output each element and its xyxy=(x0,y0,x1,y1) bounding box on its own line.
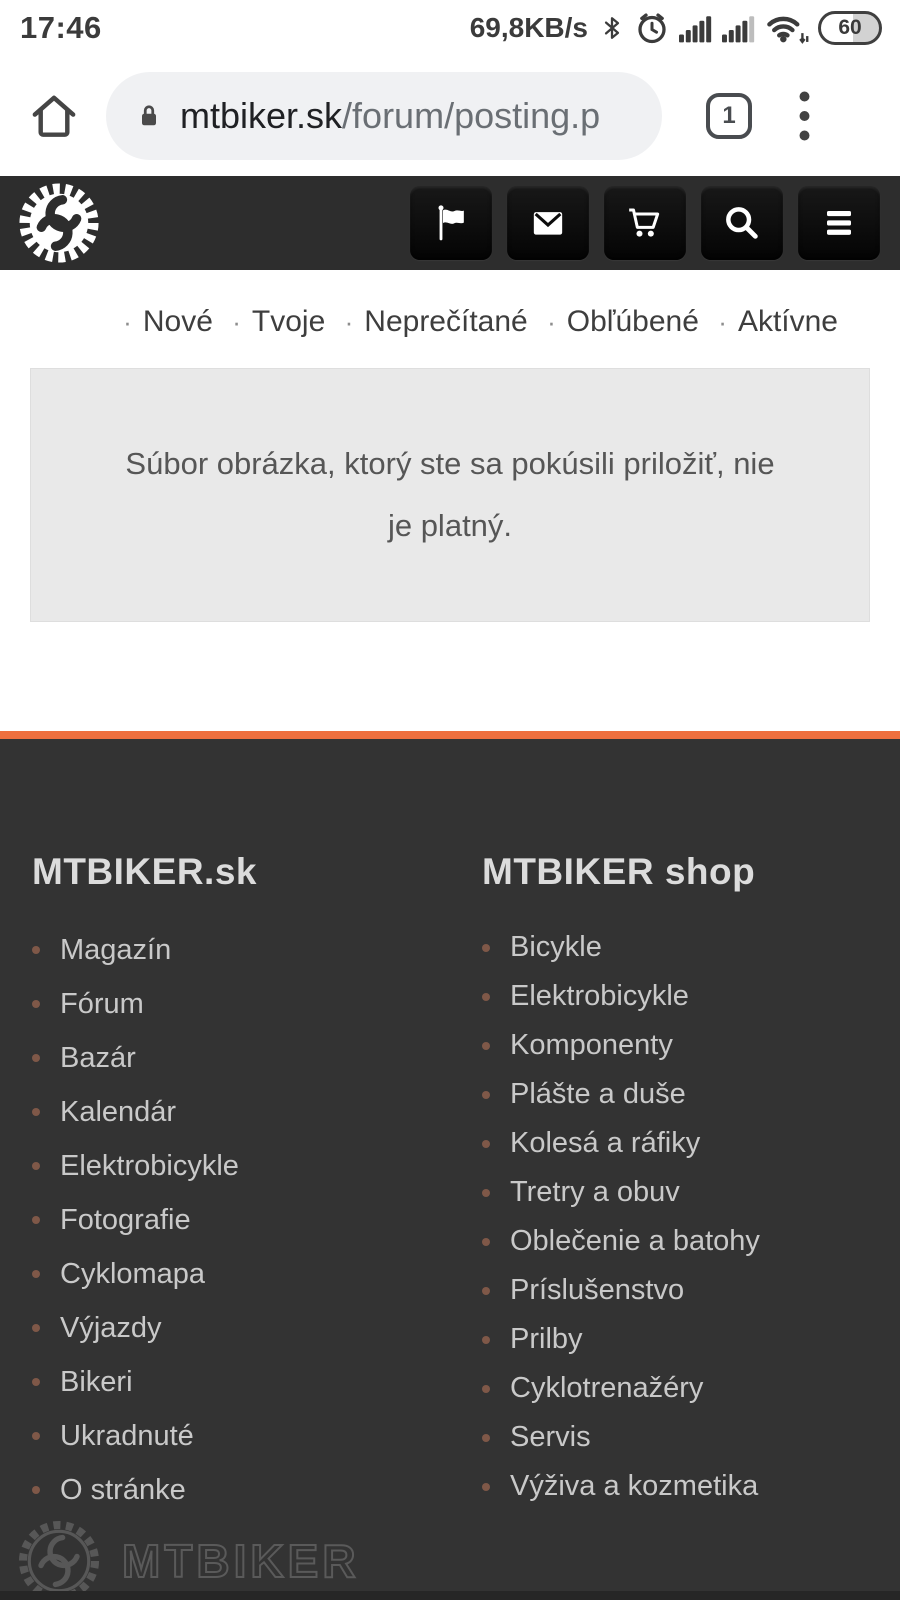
bullet-icon xyxy=(32,946,40,954)
main-content xyxy=(0,270,900,731)
forum-nav-item xyxy=(334,305,528,338)
footer-link-item[interactable] xyxy=(32,1193,450,1247)
bullet-icon xyxy=(32,1270,40,1278)
messages-button[interactable] xyxy=(507,186,589,260)
footer-link[interactable]: Komponenty xyxy=(510,1029,673,1061)
nav-separator: · xyxy=(547,307,556,337)
footer-link-item[interactable] xyxy=(482,1364,900,1413)
header-buttons xyxy=(410,186,880,260)
bullet-icon xyxy=(32,1432,40,1440)
bullet-icon xyxy=(482,1189,490,1197)
alarm-icon xyxy=(634,10,670,46)
footer-link[interactable]: Výživa a kozmetika xyxy=(510,1470,759,1502)
signal-sim1-icon xyxy=(679,13,713,43)
url-domain: mtbiker.sk xyxy=(180,95,343,136)
mail-icon xyxy=(528,203,568,243)
footer-link-item[interactable] xyxy=(482,1119,900,1168)
error-message-text: Súbor obrázka, ktorý ste sa pokúsili priložiť, nie je platný. xyxy=(125,446,775,543)
footer-link[interactable]: Magazín xyxy=(60,933,172,966)
error-message-box xyxy=(30,368,870,622)
footer-link-item[interactable] xyxy=(482,1315,900,1364)
accent-divider xyxy=(0,731,900,739)
footer-link-item[interactable] xyxy=(482,1217,900,1266)
wifi-icon xyxy=(765,10,809,46)
footer-link-item[interactable] xyxy=(482,1413,900,1462)
bullet-icon xyxy=(482,1091,490,1099)
nav-separator: · xyxy=(123,307,132,337)
footer-link[interactable]: Cyklotrenažéry xyxy=(510,1372,704,1404)
forum-nav-link[interactable]: Aktívne xyxy=(737,305,838,338)
footer-link[interactable]: Výjazdy xyxy=(60,1311,162,1344)
footer-link-item[interactable] xyxy=(32,1085,450,1139)
bullet-icon xyxy=(482,1434,490,1442)
footer-link[interactable]: O stránke xyxy=(60,1473,186,1506)
menu-icon xyxy=(819,203,859,243)
forum-nav-link[interactable]: Neprečítané xyxy=(364,305,528,338)
bullet-icon xyxy=(482,1287,490,1295)
bullet-icon xyxy=(482,1483,490,1491)
footer-link-item[interactable] xyxy=(482,923,900,972)
footer-link[interactable]: Fotografie xyxy=(60,1203,191,1236)
footer-link[interactable]: Servis xyxy=(510,1421,591,1453)
watermark-text: MTBIKER xyxy=(122,1535,360,1587)
footer-link-item[interactable] xyxy=(32,1355,450,1409)
footer-link-item[interactable] xyxy=(482,1462,900,1511)
footer-link[interactable]: Elektrobicykle xyxy=(510,980,689,1012)
flag-icon xyxy=(431,203,471,243)
url-path: /forum/posting.p xyxy=(342,95,601,136)
footer-link-item[interactable] xyxy=(482,1266,900,1315)
home-icon[interactable] xyxy=(26,88,82,144)
footer-link[interactable]: Príslušenstvo xyxy=(510,1274,685,1306)
forum-nav-item xyxy=(536,305,699,338)
footer-link[interactable]: Kalendár xyxy=(60,1095,177,1128)
network-speed: 69,8KB/s xyxy=(469,12,588,43)
bullet-icon xyxy=(482,1042,490,1050)
footer-link[interactable]: Kolesá a ráfiky xyxy=(510,1127,701,1159)
forum-nav-link[interactable]: Obľúbené xyxy=(566,305,699,338)
bullet-icon xyxy=(482,1336,490,1344)
nav-separator: · xyxy=(344,307,354,337)
footer-links-mtbiker-sk xyxy=(32,923,450,1517)
footer-link-item[interactable] xyxy=(32,1031,450,1085)
mtbiker-gear-outline-icon xyxy=(14,1516,104,1600)
tab-count: 1 xyxy=(722,102,736,129)
footer-links-mtbiker-shop xyxy=(482,923,900,1511)
footer-link[interactable]: Bikeri xyxy=(60,1365,133,1398)
forum-nav-link[interactable]: Nové xyxy=(142,305,213,338)
footer-column-mtbiker-sk xyxy=(0,851,450,1600)
site-header xyxy=(0,176,900,270)
bullet-icon xyxy=(482,1385,490,1393)
search-icon xyxy=(722,203,762,243)
footer-link[interactable]: Bazár xyxy=(60,1041,136,1074)
bullet-icon xyxy=(32,1486,40,1494)
cart-icon xyxy=(625,203,665,243)
bullet-icon xyxy=(482,993,490,1001)
footer-link-item[interactable] xyxy=(482,1021,900,1070)
nav-separator: · xyxy=(232,307,241,337)
footer-link[interactable]: Oblečenie a batohy xyxy=(510,1225,760,1257)
forum-nav-item xyxy=(221,305,325,338)
footer-link[interactable]: Tretry a obuv xyxy=(510,1176,680,1208)
clock: 17:46 xyxy=(20,10,102,45)
footer-link[interactable]: Prilby xyxy=(510,1323,583,1355)
bullet-icon xyxy=(482,944,490,952)
signal-sim2-icon xyxy=(722,13,756,43)
tab-switcher-button[interactable] xyxy=(706,93,752,139)
bluetooth-icon xyxy=(599,11,625,45)
bullet-icon xyxy=(32,1162,40,1170)
status-icons xyxy=(470,10,882,46)
footer-link[interactable]: Bicykle xyxy=(510,931,602,963)
menu-button[interactable] xyxy=(798,186,880,260)
bullet-icon xyxy=(32,1216,40,1224)
footer-link[interactable]: Plášte a duše xyxy=(510,1078,686,1110)
url-text xyxy=(180,95,600,137)
footer-link[interactable]: Cyklomapa xyxy=(60,1257,206,1290)
footer-link[interactable]: Fórum xyxy=(60,987,144,1020)
bullet-icon xyxy=(32,1324,40,1332)
lock-icon xyxy=(134,98,164,134)
bullet-icon xyxy=(32,1054,40,1062)
footer-link-item[interactable] xyxy=(32,1463,450,1517)
footer-link-item[interactable] xyxy=(32,1301,450,1355)
cart-button[interactable] xyxy=(604,186,686,260)
footer-link[interactable]: Ukradnuté xyxy=(60,1419,194,1452)
bullet-icon xyxy=(32,1000,40,1008)
footer-link-item[interactable] xyxy=(482,1168,900,1217)
footer-link-item[interactable] xyxy=(32,1139,450,1193)
browser-toolbar xyxy=(0,56,900,176)
footer-link-item[interactable] xyxy=(32,1409,450,1463)
footer-link-item[interactable] xyxy=(32,977,450,1031)
overflow-menu-icon[interactable] xyxy=(798,90,811,142)
footer-column-title: MTBIKER.sk xyxy=(32,851,257,892)
forum-nav-item xyxy=(112,305,213,338)
forum-nav-link[interactable]: Tvoje xyxy=(251,305,326,338)
footer-link-item[interactable] xyxy=(32,1247,450,1301)
bottom-strip xyxy=(0,1591,900,1600)
url-bar[interactable] xyxy=(106,72,662,160)
nav-separator: · xyxy=(718,307,727,337)
footer-link-item[interactable] xyxy=(32,923,450,977)
battery-level: 60 xyxy=(838,16,862,39)
bullet-icon xyxy=(482,1140,490,1148)
forum-filter-nav xyxy=(0,300,900,344)
bullet-icon xyxy=(482,1238,490,1246)
mtbiker-logo[interactable] xyxy=(16,180,102,266)
footer-watermark xyxy=(14,1516,360,1600)
footer xyxy=(0,739,900,1600)
footer-column-title: MTBIKER shop xyxy=(482,851,756,892)
footer-link-item[interactable] xyxy=(482,972,900,1021)
forum-nav-item xyxy=(707,305,838,338)
status-bar xyxy=(0,0,900,56)
footer-link-item[interactable] xyxy=(482,1070,900,1119)
search-button[interactable] xyxy=(701,186,783,260)
footer-column-mtbiker-shop xyxy=(450,851,900,1600)
bullet-icon xyxy=(32,1108,40,1116)
footer-link[interactable]: Elektrobicykle xyxy=(60,1149,239,1182)
flag-button[interactable] xyxy=(410,186,492,260)
bullet-icon xyxy=(32,1378,40,1386)
battery-icon xyxy=(818,11,882,45)
